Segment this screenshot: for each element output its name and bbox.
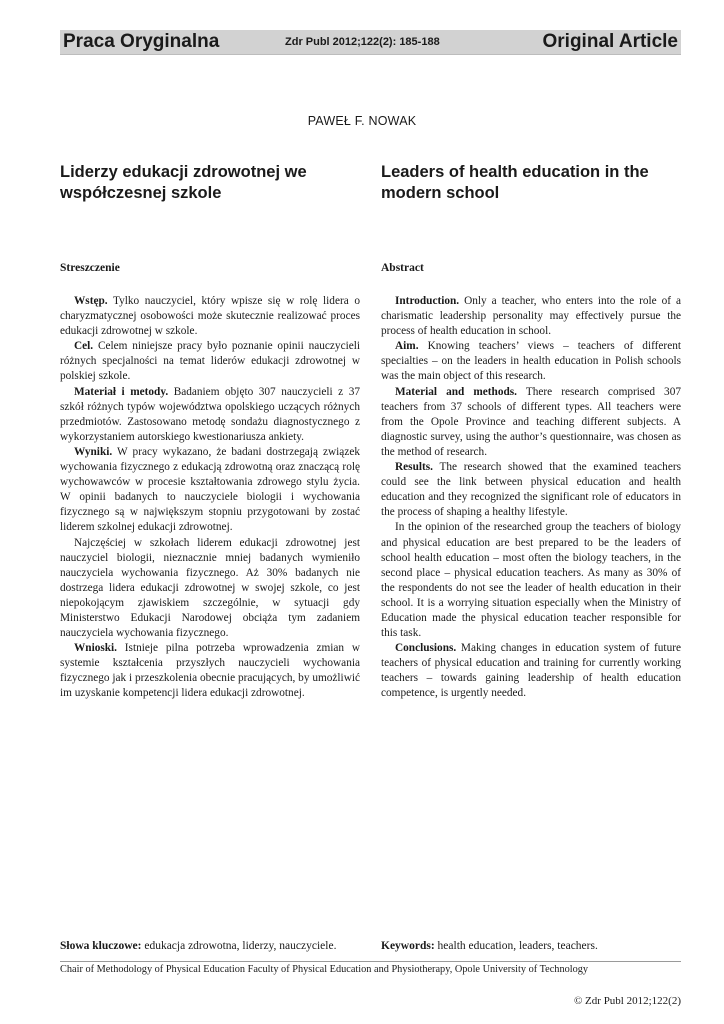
keywords-pl bbox=[60, 940, 336, 952]
paragraph-text: Najczęściej w szkołach liderem edukacji zdrowotnej jest nauczyciel biologii, nieznacznie mniej badanych wymieniło nauczyciela wychowania fizycznego. Aż 30% badanych nie dostrzega lidera edukacji zdrowotnej w swojej szkole, co jest niepokojącym zjawiskiem szczególnie, w sytuacji gdy Ministerstwo Edukacji Narodowej obciąża tym zadaniem nauczyciela wychowania fizycznego. bbox=[60, 536, 360, 640]
abstract-paragraph bbox=[60, 536, 360, 642]
paragraph-text: Badaniem objęto 307 nauczycieli z 37 szkół różnych typów województwa opolskiego uczących różnych przedmiotów. Zastosowano metodę sondażu diagnostycznego z wykorzystaniem autorskiego kwestionariusza ankiety. bbox=[60, 385, 360, 443]
abstract-body-pl bbox=[60, 294, 360, 702]
keywords-label: Keywords: bbox=[381, 940, 435, 952]
paragraph-text: There research comprised 307 teachers from 37 schools of different types. All teachers were from the Opole Province and teaching different subjects. A diagnostic survey, using the author’s questionnaire, was chosen as the method of research. bbox=[381, 385, 681, 458]
author-affiliation: Chair of Methodology of Physical Education Faculty of Physical Education and Physiotherapy, Opole University of Technology bbox=[60, 964, 589, 975]
keywords-text: edukacja zdrowotna, liderzy, nauczyciele. bbox=[144, 940, 337, 952]
footnote-divider bbox=[60, 961, 681, 962]
abstract-paragraph bbox=[381, 460, 681, 520]
paragraph-label: Wnioski. bbox=[74, 642, 118, 655]
paragraph-text: Istnieje pilna potrzeba wprowadzenia zmian w systemie kształcenia przyszłych nauczycieli wychowania fizycznego jak i przeszkolenia obecnie pracujących, by umożliwić im uzyskanie kompetencji lidera edukacji zdrowotnej. bbox=[60, 642, 360, 700]
abstract-body-en bbox=[381, 294, 681, 702]
paragraph-label: Conclusions. bbox=[395, 642, 457, 655]
paragraph-text: Tylko nauczyciel, który wpisze się w rolę lidera o charyzmatycznej osobowości może skutecznie realizować proces edukacji zdrowotnej w szkole. bbox=[60, 295, 360, 338]
paragraph-text: Celem niniejsze pracy było poznanie opinii nauczycieli różnych specjalności na temat liderów edukacji zdrowotnej w polskiej szkole. bbox=[60, 340, 361, 383]
abstract-heading-pl: Streszczenie bbox=[60, 262, 120, 274]
abstract-paragraph bbox=[60, 294, 360, 339]
paragraph-label: Wyniki. bbox=[74, 445, 113, 458]
paragraph-label: Aim. bbox=[395, 340, 419, 353]
abstract-heading-en: Abstract bbox=[381, 262, 424, 274]
article-title-en: Leaders of health education in the modern school bbox=[381, 163, 649, 202]
paragraph-label: Material and methods. bbox=[395, 385, 517, 398]
paragraph-label: Introduction. bbox=[395, 295, 460, 307]
paragraph-label: Wstęp. bbox=[74, 295, 108, 307]
copyright-footer: © Zdr Publ 2012;122(2) bbox=[573, 995, 681, 1007]
paragraph-label: Materiał i metody. bbox=[74, 385, 169, 398]
paragraph-label: Results. bbox=[395, 461, 433, 474]
keywords-en bbox=[381, 940, 598, 952]
abstract-paragraph bbox=[381, 385, 681, 460]
paragraph-label: Cel. bbox=[74, 340, 94, 353]
abstract-paragraph bbox=[60, 385, 360, 445]
section-label-pl: Praca Oryginalna bbox=[63, 31, 220, 52]
author-name: PAWEŁ F. NOWAK bbox=[307, 114, 417, 128]
abstract-paragraph bbox=[60, 641, 360, 701]
article-title-pl: Liderzy edukacji zdrowotnej we współczesnej szkole bbox=[60, 163, 307, 202]
paragraph-text: Making changes in education system of future teachers of physical education and training for currently working teachers – towards gaining leadership of health education competence, is urgently needed. bbox=[381, 642, 681, 700]
keywords-label: Słowa kluczowe: bbox=[60, 940, 142, 952]
abstract-paragraph bbox=[60, 339, 360, 384]
paragraph-text: Only a teacher, who enters into the role of a charismatic leadership personality may effectively pursue the process of health education in school. bbox=[381, 295, 681, 338]
abstract-paragraph bbox=[381, 520, 681, 641]
journal-header-banner bbox=[60, 30, 681, 55]
paragraph-text: In the opinion of the researched group the teachers of biology and physical education are best prepared to be the leaders of school health education – most often the biology teachers, in the second place – physical education teachers. As many as 30% of the respondents do not see the leader of health education in their school. It is a worrying situation especially when the Ministry of Education made the physical education teacher responsible for this task. bbox=[381, 521, 681, 640]
paragraph-text: Knowing teachers’ views – teachers of different specialties – on the leaders in health education in Polish schools was the main object of this research. bbox=[381, 340, 681, 383]
journal-citation: Zdr Publ 2012;122(2): 185-188 bbox=[285, 36, 440, 48]
paragraph-text: W pracy wykazano, że badani dostrzegają związek wychowania fizycznego z edukacją zdrowotną oraz znaczącą rolę wychowawców w procesie kształtowania zdrowego stylu życia. W opinii badanych to nauczyciele biologii i wychowania fizycznego są w największym stopniu przygotowani by zostać liderem szkolnej edukacji zdrowotnej. bbox=[60, 445, 360, 534]
keywords-text: health education, leaders, teachers. bbox=[437, 940, 598, 952]
abstract-paragraph bbox=[60, 445, 360, 536]
section-label-en: Original Article bbox=[542, 31, 678, 52]
paragraph-text: The research showed that the examined teachers could see the link between physical education and health education and they recognized the significant role of educators in the process of shaping a healthy lifestyle. bbox=[381, 461, 681, 519]
abstract-paragraph bbox=[381, 294, 681, 339]
abstract-paragraph bbox=[381, 641, 681, 701]
abstract-paragraph bbox=[381, 339, 681, 384]
